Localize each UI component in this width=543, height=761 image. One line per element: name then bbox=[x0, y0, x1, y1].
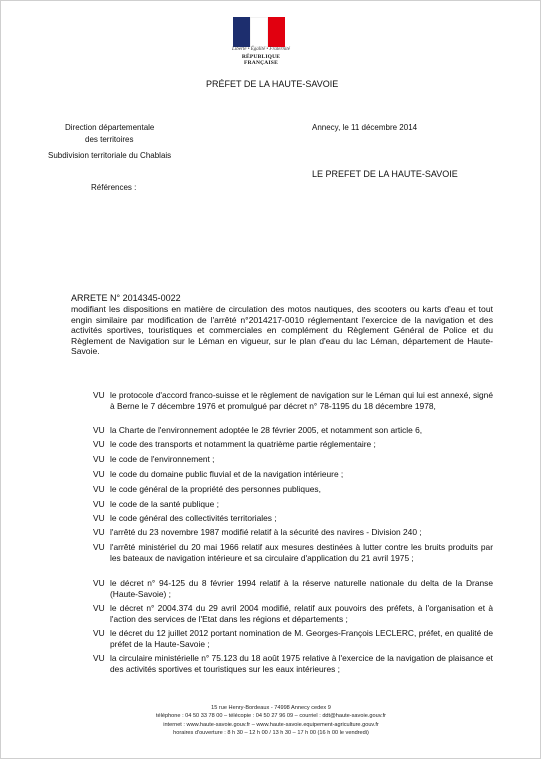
logo-blue-band bbox=[233, 17, 250, 47]
visa-label: VU bbox=[93, 513, 105, 523]
visa-text: l'arrêté du 23 novembre 1987 modifié relatif à la sécurité des navires - Division 240 ; bbox=[110, 527, 422, 537]
visa-text: la Charte de l'environnement adoptée le 28 février 2005, et notamment son article 6, bbox=[110, 425, 423, 435]
visa-item bbox=[93, 578, 493, 599]
visa-label: VU bbox=[93, 484, 105, 494]
visa-label: VU bbox=[93, 653, 105, 663]
visa-text: le code des transports et notamment la quatrième partie réglementaire ; bbox=[110, 439, 376, 449]
visa-text: la circulaire ministérielle n° 75.123 du 18 août 1975 relative à l'exercice de la navigation de plaisance et des activités sportives et touristiques sur les eaux intérieures ; bbox=[110, 653, 493, 674]
visa-text: le code de l'environnement ; bbox=[110, 454, 215, 464]
arrete-object: modifiant les dispositions en matière de circulation des motos nautiques, des scooters ou karts d'eau et tout engin similaire par modification de l'arrêté n°2014217-0010 réglementant l'exercice de la navigation et des activités sportives, touristiques et commerciales en complément du Règlement Général de Police et du Règlement de Navigation sur le Léman en vigueur, sur le plan d'eau du lac Léman, département de Haute-Savoie. bbox=[71, 304, 493, 357]
date-place: Annecy, le 11 décembre 2014 bbox=[312, 123, 418, 132]
visa-item bbox=[93, 390, 493, 411]
visa-text: le décret n° 94-125 du 8 février 1994 relatif à la réserve naturelle nationale du delta de la Dranse (Haute-Savoie) ; bbox=[110, 578, 493, 599]
visa-text: le code général de la propriété des personnes publiques, bbox=[110, 484, 321, 494]
visa-label: VU bbox=[93, 439, 105, 449]
logo-red-band bbox=[268, 17, 285, 47]
visas-list bbox=[93, 390, 493, 690]
visa-item bbox=[93, 425, 493, 436]
visa-label: VU bbox=[93, 527, 105, 537]
logo-white-band bbox=[250, 17, 267, 47]
visa-item bbox=[93, 653, 493, 674]
visa-text: le code général des collectivités territoriales ; bbox=[110, 513, 277, 523]
visa-item bbox=[93, 527, 493, 538]
addressee: LE PREFET DE LA HAUTE-SAVOIE bbox=[312, 169, 458, 179]
visa-item bbox=[93, 603, 493, 624]
visa-label: VU bbox=[93, 578, 105, 588]
arrete-number: ARRETE N° 2014345-0022 bbox=[71, 293, 181, 303]
visa-text: le décret du 12 juillet 2012 portant nomination de M. Georges-François LECLERC, préfet, en qualité de préfet de la Haute-Savoie ; bbox=[110, 628, 493, 649]
visa-item bbox=[93, 469, 493, 480]
visa-item bbox=[93, 439, 493, 450]
visa-item bbox=[93, 542, 493, 563]
footer-phone: téléphone : 04 50 33 78 00 – télécopie : 04 50 27 96 09 – courriel : ddt@haute-savoie.gouv.fr bbox=[155, 713, 387, 720]
footer bbox=[121, 704, 421, 737]
visa-text: le code de la santé publique ; bbox=[110, 499, 219, 509]
prefet-title: PRÉFET DE LA HAUTE-SAVOIE bbox=[206, 79, 339, 89]
visa-label: VU bbox=[93, 499, 105, 509]
visa-label: VU bbox=[93, 628, 105, 638]
republique-francaise-label: RÉPUBLIQUE FRANÇAISE bbox=[241, 54, 281, 66]
visa-label: VU bbox=[93, 454, 105, 464]
visa-text: l'arrêté ministériel du 20 mai 1966 relatif aux mesures destinées à lutter contre les bruits produits par les bateaux de navigation intérieure et sa circulaire d'application du 21 avril 1975 ; bbox=[110, 542, 493, 563]
visa-text: le décret n° 2004.374 du 29 avril 2004 modifié, relatif aux pouvoirs des préfets, à l'organisation et à l'action des services de l'Etat dans les régions et départements ; bbox=[110, 603, 493, 624]
republic-motto: Liberté • Égalité • Fraternité bbox=[232, 47, 290, 52]
visa-label: VU bbox=[93, 469, 105, 479]
visa-item bbox=[93, 513, 493, 524]
visa-item bbox=[93, 484, 493, 495]
visa-item bbox=[93, 628, 493, 649]
visa-text: le code du domaine public fluvial et de la navigation intérieure ; bbox=[110, 469, 344, 479]
footer-address: 15 rue Henry-Bordeaux - 74998 Annecy cedex 9 bbox=[211, 705, 331, 711]
marianne-logo bbox=[233, 17, 285, 47]
visa-item bbox=[93, 454, 493, 465]
visa-label: VU bbox=[93, 425, 105, 435]
sender-line-3: Subdivision territoriale du Chablais bbox=[48, 151, 172, 160]
visa-label: VU bbox=[93, 390, 105, 400]
footer-hours: horaires d'ouverture : 8 h 30 – 12 h 00 / 13 h 30 – 17 h 00 (16 h 00 le vendredi) bbox=[173, 729, 369, 736]
footer-internet: internet : www.haute-savoie.gouv.fr – www.haute-savoie.equipement-agriculture.gouv.fr bbox=[163, 721, 379, 728]
visa-label: VU bbox=[93, 542, 105, 552]
visa-item bbox=[93, 499, 493, 510]
references-label: Références : bbox=[91, 183, 137, 192]
sender-line-2: des territoires bbox=[85, 135, 134, 144]
visa-label: VU bbox=[93, 603, 105, 613]
sender-line-1: Direction départementale bbox=[65, 123, 155, 132]
visa-text: le protocole d'accord franco-suisse et le règlement de navigation sur le Léman qui lui est annexé, signé à Berne le 7 décembre 1976 et promulgué par décret n° 78-1195 du 18 décembre 1978, bbox=[110, 390, 493, 411]
